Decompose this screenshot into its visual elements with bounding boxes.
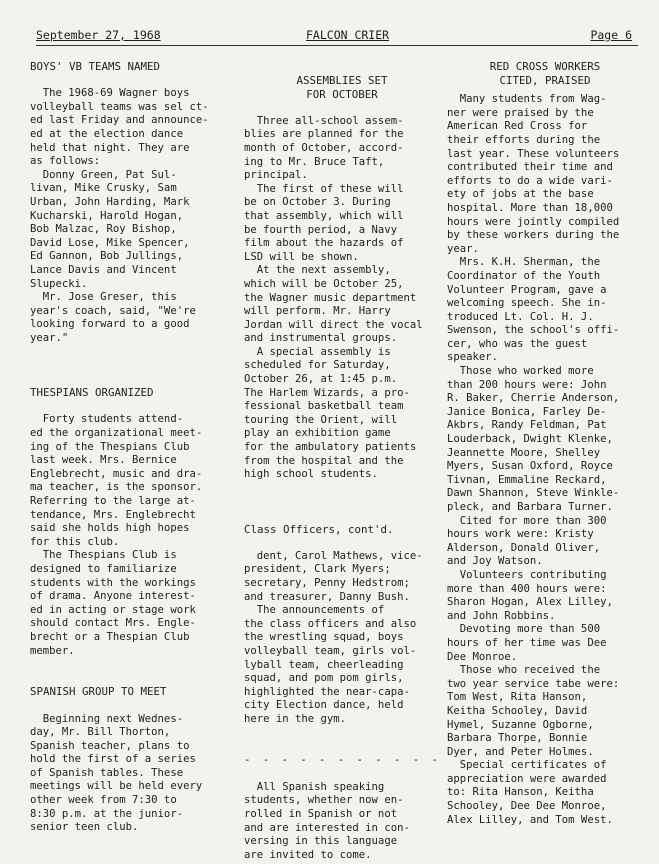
text-line: more than 400 hours were: (447, 582, 607, 595)
text-line: At the next assembly, (244, 264, 391, 277)
text-line: and treasurer, Danny Bush. (244, 590, 410, 603)
text-line: year. (447, 242, 479, 255)
headline-spanish-group: SPANISH GROUP TO MEET (30, 685, 167, 699)
text-line: last week. Mrs. Bernice (30, 454, 177, 467)
text-line: A special assembly is (244, 345, 391, 358)
text-line: two year service tabe were: (447, 677, 620, 690)
text-line: Urban, John Harding, Mark (30, 195, 190, 208)
text-line: will perform. Mr. Harry (244, 305, 391, 318)
text-line: Myers, Susan Oxford, Royce (447, 460, 613, 473)
text-line: Mr. Jose Greser, this (30, 291, 177, 304)
article-spanish-note (244, 781, 440, 863)
text-line: from the hospital and the (244, 454, 404, 467)
text-line: cer, who was the guest (447, 337, 588, 350)
text-line: Jordan will direct the vocal (244, 318, 423, 331)
text-line: The announcements of (244, 604, 385, 617)
text-line: and instrumental groups. (244, 332, 398, 345)
text-line: should contact Mrs. Engle- (30, 617, 196, 630)
text-line: the wrestling squad, boys (244, 631, 404, 644)
text-line: Referring to the large at- (30, 495, 196, 507)
article-body (244, 115, 440, 482)
text-line: and are interested in con- (244, 821, 410, 834)
text-line: that assembly, which will (244, 209, 404, 222)
text-line: Alderson, Donald Oliver, (447, 541, 601, 554)
text-line: Coordinator of the Youth (447, 269, 601, 282)
text-line: said she holds high hopes (30, 522, 190, 535)
text-line: Bob Malzac, Roy Bishop, (30, 223, 177, 236)
text-line: be fourth period, a Navy (244, 223, 398, 236)
headline-assemblies-line2: FOR OCTOBER (306, 87, 378, 101)
text-line: as follows: (30, 155, 101, 168)
text-line: Cited for more than 300 (447, 514, 607, 527)
text-line: day, Mr. Bill Thorton, (30, 726, 171, 739)
text-line: ing to Mr. Bruce Taft, (244, 155, 385, 168)
article-boys-vb (30, 60, 226, 345)
text-line: ety of jobs at the base (447, 188, 594, 201)
text-line: Louderback, Dwight Klenke, (447, 433, 613, 446)
text-line: year's coach, said, "We're (30, 304, 196, 317)
text-line: month of October, accord- (244, 141, 404, 154)
text-line: their efforts during the (447, 133, 601, 146)
article-red-cross (447, 60, 643, 827)
text-line: Ed Gannon, Bob Jullings, (30, 250, 184, 263)
text-line: hours were jointly compiled (447, 215, 620, 228)
text-line: The first of these will (244, 182, 404, 195)
text-line: Janice Bonica, Farley De- (447, 405, 607, 418)
column-middle (244, 60, 440, 862)
text-line: volleyball team, girls vol- (244, 644, 417, 657)
text-line: Schooley, Dee Dee Monroe, (447, 800, 607, 813)
text-line: students with the workings (30, 576, 196, 589)
text-line: squad, and pom pom girls, (244, 672, 404, 685)
text-line: Jeannette Moore, Shelley (447, 446, 601, 459)
text-line: 8:30 p.m. at the junior- (30, 807, 184, 820)
issue-date: September 27, 1968 (36, 28, 161, 42)
text-line: brecht or a Thespian Club (30, 630, 190, 643)
section-divider: - - - - - - - - - - - (244, 753, 441, 766)
text-line: highlighted the near-capa- (244, 685, 410, 698)
text-line: Three all-school assem- (244, 114, 404, 127)
text-line: senior teen club. (30, 821, 139, 834)
text-line: fessional basketball team (244, 400, 404, 413)
text-line: Alex Lilley, and Tom West. (447, 813, 613, 826)
text-line: LSD will be shown. (244, 250, 359, 263)
text-line: are invited to come. (244, 848, 372, 861)
headline-red-cross-line1: RED CROSS WORKERS (489, 60, 601, 73)
text-line: ing of the Thespians Club (30, 440, 190, 453)
headline-assemblies-line1: ASSEMBLIES SET (296, 74, 388, 87)
text-line: Those who received the (447, 664, 601, 677)
text-line: troduced Lt. Col. H. J. (447, 310, 594, 323)
text-line: R. Baker, Cherrie Anderson, (447, 392, 620, 405)
text-line: here in the gym. (244, 712, 347, 725)
text-line: ed last Friday and announce- (30, 114, 209, 127)
text-line: scheduled for Saturday, (244, 359, 391, 372)
text-line: hours work were: Kristy (447, 528, 594, 541)
text-line: for the ambulatory patients (244, 441, 417, 454)
text-line: be on October 3. During (244, 196, 391, 209)
text-line: other week from 7:30 to (30, 794, 177, 807)
text-line: last year. These volunteers (447, 147, 620, 160)
text-line: Sharon Hogan, Alex Lilley, (447, 596, 613, 609)
text-line: Donny Green, Pat Sul- (30, 168, 177, 181)
text-line: All Spanish speaking (244, 780, 385, 793)
text-line: Those who worked more (447, 365, 594, 378)
text-line: Volunteer Program, gave a (447, 283, 607, 296)
article-body (30, 713, 226, 835)
text-line: volleyball teams was sel ct- (30, 100, 209, 113)
text-line: David Lose, Mike Spencer, (30, 236, 190, 249)
text-line: of Spanish tables. These (30, 766, 184, 779)
text-line: tendance, Mrs. Englebrecht (30, 508, 196, 521)
text-line: by these workers during the (447, 229, 620, 242)
text-line: secretary, Penny Hedstrom; (244, 576, 410, 589)
text-line: ed the organizational meet- (30, 427, 203, 440)
text-line: Tom West, Rita Hanson, (447, 691, 588, 704)
text-line: high school students. (244, 468, 378, 481)
text-line: city Election dance, held (244, 699, 404, 712)
headline-thespians: THESPIANS ORGANIZED (30, 386, 154, 400)
text-line: rolled in Spanish or not (244, 808, 398, 821)
headline-boys-vb: BOYS' VB TEAMS NAMED (30, 60, 161, 73)
text-line: dent, Carol Mathews, vice- (244, 549, 423, 562)
text-line: held that night. They are (30, 141, 190, 154)
text-line: Dee Monroe. (447, 650, 518, 663)
text-line: the Wagner music department (244, 291, 417, 304)
text-line: designed to familiarize (30, 562, 177, 575)
text-line: welcoming speech. She in- (447, 297, 607, 310)
text-line: than 200 hours were: John (447, 378, 607, 391)
article-class-officers (244, 523, 440, 727)
article-body (244, 550, 440, 727)
text-line: October 26, at 1:45 p.m. (244, 373, 398, 386)
text-line: Kucharski, Harold Hogan, (30, 209, 184, 222)
text-line: meetings will be held every (30, 780, 203, 793)
text-line: Devoting more than 500 (447, 623, 601, 636)
text-line: versing in this language (244, 835, 398, 848)
newspaper-title: FALCON CRIER (306, 28, 390, 42)
page-number: Page 6 (590, 28, 632, 42)
text-line: to: Rita Hanson, Keitha (447, 786, 594, 799)
text-line: The Thespians Club is (30, 549, 177, 562)
text-line: contributed their time and (447, 161, 613, 174)
text-line: for this club. (30, 535, 120, 548)
text-line: film about the hazards of (244, 237, 404, 250)
text-line: and John Robbins. (447, 609, 556, 622)
text-line: touring the Orient, will (244, 413, 398, 426)
text-line: speaker. (447, 351, 499, 364)
text-line: member. (30, 644, 75, 657)
column-right (447, 60, 643, 827)
text-line: livan, Mike Crusky, Sam (30, 182, 177, 195)
column-left (30, 60, 226, 835)
text-line: hospital. More than 18,000 (447, 201, 613, 214)
text-line: Special certificates of (447, 759, 607, 772)
text-line: play an exhibition game (244, 427, 391, 440)
text-line: ed in acting or stage work (30, 603, 196, 616)
text-line: ner were praised by the (447, 106, 594, 119)
text-line: American Red Cross for (447, 120, 588, 133)
text-line: Slupecki. (30, 277, 88, 290)
text-line: Beginning next Wednes- (30, 712, 184, 725)
text-line: Mrs. K.H. Sherman, the (447, 256, 601, 269)
text-line: ma teacher, is the sponsor. (30, 481, 203, 494)
article-assemblies (244, 74, 440, 482)
text-line: lyball team, cheerleading (244, 658, 404, 671)
text-line: appreciation were awarded (447, 772, 607, 785)
text-line: Forty students attend- (30, 413, 184, 426)
text-line: of drama. Anyone interest- (30, 590, 196, 603)
text-line: Tivnan, Emmaline Reckard, (447, 473, 607, 486)
article-spanish-group (30, 685, 226, 835)
text-line: Lance Davis and Vincent (30, 263, 177, 276)
text-line: Swenson, the school's offi- (447, 324, 620, 337)
headline-red-cross-line2: CITED, PRAISED (499, 73, 591, 87)
header-rule (36, 45, 638, 46)
text-line: Dawn Shannon, Steve Winkle- (447, 487, 620, 500)
text-line: ed at the election dance (30, 127, 184, 140)
text-line: hold the first of a series (30, 753, 196, 766)
text-line: Englebrecht, music and dra- (30, 467, 203, 480)
text-line: the class officers and also (244, 617, 417, 630)
text-line: students, whether now en- (244, 794, 404, 807)
text-line: Barbara Thorpe, Bonnie (447, 732, 588, 745)
text-line: Keitha Schooley, David (447, 704, 588, 717)
text-line: hours of her time was Dee (447, 636, 607, 649)
text-line: president, Clark Myers; (244, 563, 391, 576)
text-line: Spanish teacher, plans to (30, 739, 190, 752)
text-line: Volunteers contributing (447, 568, 607, 581)
text-line: Many students from Wag- (447, 93, 607, 106)
text-line: year." (30, 331, 69, 344)
text-line: Akbrs, Randy Feldman, Pat (447, 419, 607, 432)
text-line: Hymel, Suzanne Ogborne, (447, 718, 594, 731)
text-line: blies are planned for the (244, 128, 404, 141)
text-line: pleck, and Barbara Turner. (447, 501, 613, 513)
text-line: looking forward to a good (30, 318, 190, 331)
text-line: The 1968-69 Wagner boys (30, 87, 190, 100)
article-body (30, 87, 226, 345)
text-line: principal. (244, 169, 308, 182)
article-body (30, 413, 226, 658)
text-line: The Harlem Wizards, a pro- (244, 386, 410, 399)
headline-class-officers: Class Officers, cont'd. (244, 522, 394, 536)
text-line: which will be October 25, (244, 277, 404, 290)
text-line: and Joy Watson. (447, 555, 543, 568)
text-line: Dyer, and Peter Holmes. (447, 745, 594, 758)
text-line: efforts to do a wide vari- (447, 174, 613, 187)
article-thespians (30, 386, 226, 658)
page-header (36, 28, 636, 46)
article-body (447, 93, 643, 827)
